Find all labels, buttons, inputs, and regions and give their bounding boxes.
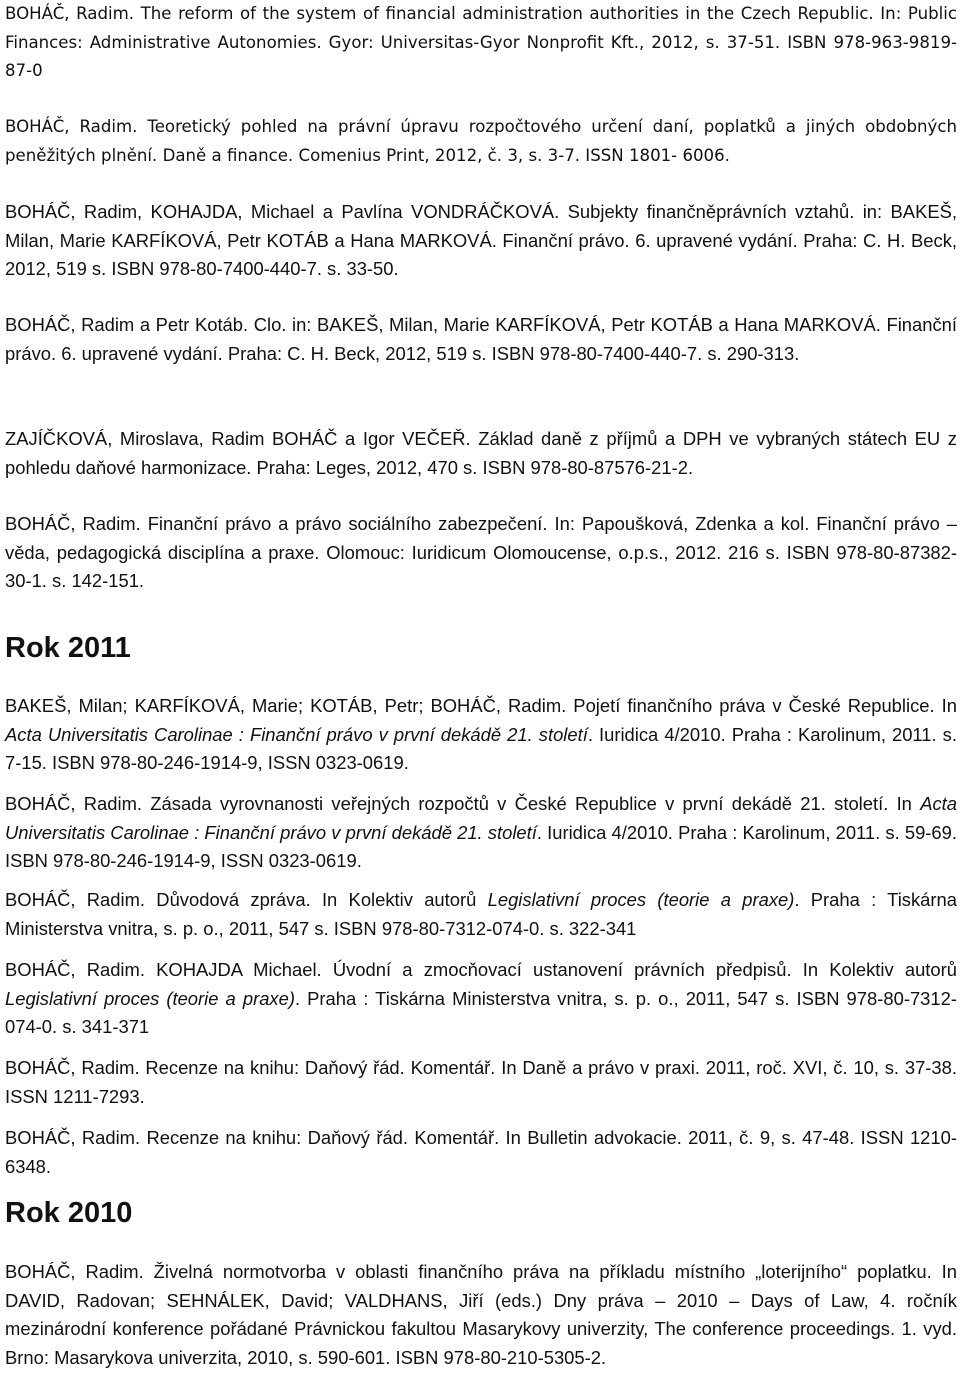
reference-entry (5, 886, 957, 943)
reference-entry (5, 510, 957, 596)
italic-title-segment: Legislativní proces (teorie a praxe) (5, 987, 295, 1009)
reference-entry (5, 311, 957, 368)
reference-entry (5, 1054, 957, 1111)
reference-text-segment: . Praha : Tiskárna Ministerstva vnitra, s. p. o., 2011, 547 s. ISBN 978-80-7312-074-0. s. 341-371 (5, 987, 957, 1037)
italic-title-segment: Acta Universitatis Carolinae : Finanční právo v první dekádě 21. století (5, 793, 957, 843)
reference-text-segment: . Iuridica 4/2010. Praha : Karolinum, 2011. s. 59-69. ISBN 978-80-246-1914-9, ISSN 0323-0619. (5, 821, 957, 871)
italic-title-segment: Legislativní proces (teorie a praxe) (487, 889, 795, 910)
reference-text-segment: BOHÁČ, Radim a Petr Kotáb. Clo. in: BAKEŠ, Milan, Marie KARFÍKOVÁ, Petr KOTÁB a Hana MARKOVÁ. Finanční právo. 6. upravené vydání. Praha: C. H. Beck, 2012, 519 s. ISBN 978-80-7400-440-7. s. 290-313. (5, 314, 957, 364)
reference-entry (5, 0, 957, 86)
reference-text-segment: BOHÁČ, Radim. The reform of the system of financial administration authorities in the Czech Republic. In: Public Finances: Administrative Autonomies. Gyor: Universitas-Gyor Nonprofit Kft., 2012, s. 37-51. ISBN 978-963-9819-87-0 (5, 4, 957, 80)
reference-entry (5, 113, 957, 170)
section-heading: Rok 2011 (5, 632, 131, 664)
reference-text-segment: BAKEŠ, Milan; KARFÍKOVÁ, Marie; KOTÁB, Petr; BOHÁČ, Radim. Pojetí finančního práva v České Republice. In (5, 695, 957, 716)
reference-text-segment: BOHÁČ, Radim. Živelná normotvorba v oblasti finančního práva na příkladu místního „loterijního“ poplatku. In DAVID, Radovan; SEHNÁLEK, David; VALDHANS, Jiří (eds.) Dny práva – 2010 – Days of Law, 4. ročník mezinárodní konference pořádané Právnickou fakultou Masarykovy univerzity, The conference proceedings. 1. vyd. Brno: Masarykova univerzita, 2010, s. 590-601. ISBN 978-80-210-5305-2. (5, 1261, 957, 1368)
reference-text-segment: BOHÁČ, Radim. Důvodová zpráva. In Kolektiv autorů (5, 889, 488, 910)
reference-text-segment: . Praha : Tiskárna Ministerstva vnitra, s. p. o., 2011, 547 s. ISBN 978-80-7312-074-0. s. 322-341 (5, 889, 957, 939)
italic-title-segment: Acta Universitatis Carolinae : Finanční právo v první dekádě 21. století (5, 723, 588, 745)
reference-text-segment: BOHÁČ, Radim. Zásada vyrovnanosti veřejných rozpočtů v České Republice v první dekádě 21. století. In (5, 793, 921, 814)
reference-text-segment: . Iuridica 4/2010. Praha : Karolinum, 2011. s. 7-15. ISBN 978-80-246-1914-9, ISSN 0323-0619. (5, 723, 957, 773)
reference-entry (5, 425, 957, 482)
section-heading: Rok 2010 (5, 1197, 133, 1229)
reference-text-segment: BOHÁČ, Radim. Recenze na knihu: Daňový řád. Komentář. In Daně a právo v praxi. 2011, roč. XVI, č. 10, s. 37-38. ISSN 1211-7293. (5, 1057, 957, 1107)
reference-entry (5, 956, 957, 1042)
reference-entry (5, 1258, 957, 1372)
reference-text-segment: ZAJÍČKOVÁ, Miroslava, Radim BOHÁČ a Igor VEČEŘ. Základ daně z příjmů a DPH ve vybraných státech EU z pohledu daňové harmonizace. Praha: Leges, 2012, 470 s. ISBN 978-80-87576-21-2. (5, 428, 957, 478)
reference-text-segment: BOHÁČ, Radim, KOHAJDA, Michael a Pavlína VONDRÁČKOVÁ. Subjekty finančněprávních vztahů. in: BAKEŠ, Milan, Marie KARFÍKOVÁ, Petr KOTÁB a Hana MARKOVÁ. Finanční právo. 6. upravené vydání. Praha: C. H. Beck, 2012, 519 s. ISBN 978-80-7400-440-7. s. 33-50. (5, 201, 957, 279)
reference-text-segment: BOHÁČ, Radim. Recenze na knihu: Daňový řád. Komentář. In Bulletin advokacie. 2011, č. 9, s. 47-48. ISSN 1210-6348. (5, 1127, 957, 1177)
reference-text-segment: BOHÁČ, Radim. Teoretický pohled na právní úpravu rozpočtového určení daní, poplatků a jiných obdobných peněžitých plnění. Daně a finance. Comenius Print, 2012, č. 3, s. 3-7. ISSN 1801- 6006. (5, 117, 957, 165)
reference-text-segment: BOHÁČ, Radim. Finanční právo a právo sociálního zabezpečení. In: Papoušková, Zdenka a kol. Finanční právo – věda, pedagogická disciplína a praxe. Olomouc: Iuridicum Olomoucense, o.p.s., 2012. 216 s. ISBN 978-80-87382-30-1. s. 142-151. (5, 513, 957, 591)
reference-entry (5, 692, 957, 778)
reference-entry (5, 1124, 957, 1181)
reference-entry (5, 790, 957, 876)
reference-entry (5, 198, 957, 284)
reference-text-segment: BOHÁČ, Radim. KOHAJDA Michael. Úvodní a zmocňovací ustanovení právních předpisů. In Kolektiv autorů (5, 959, 957, 980)
